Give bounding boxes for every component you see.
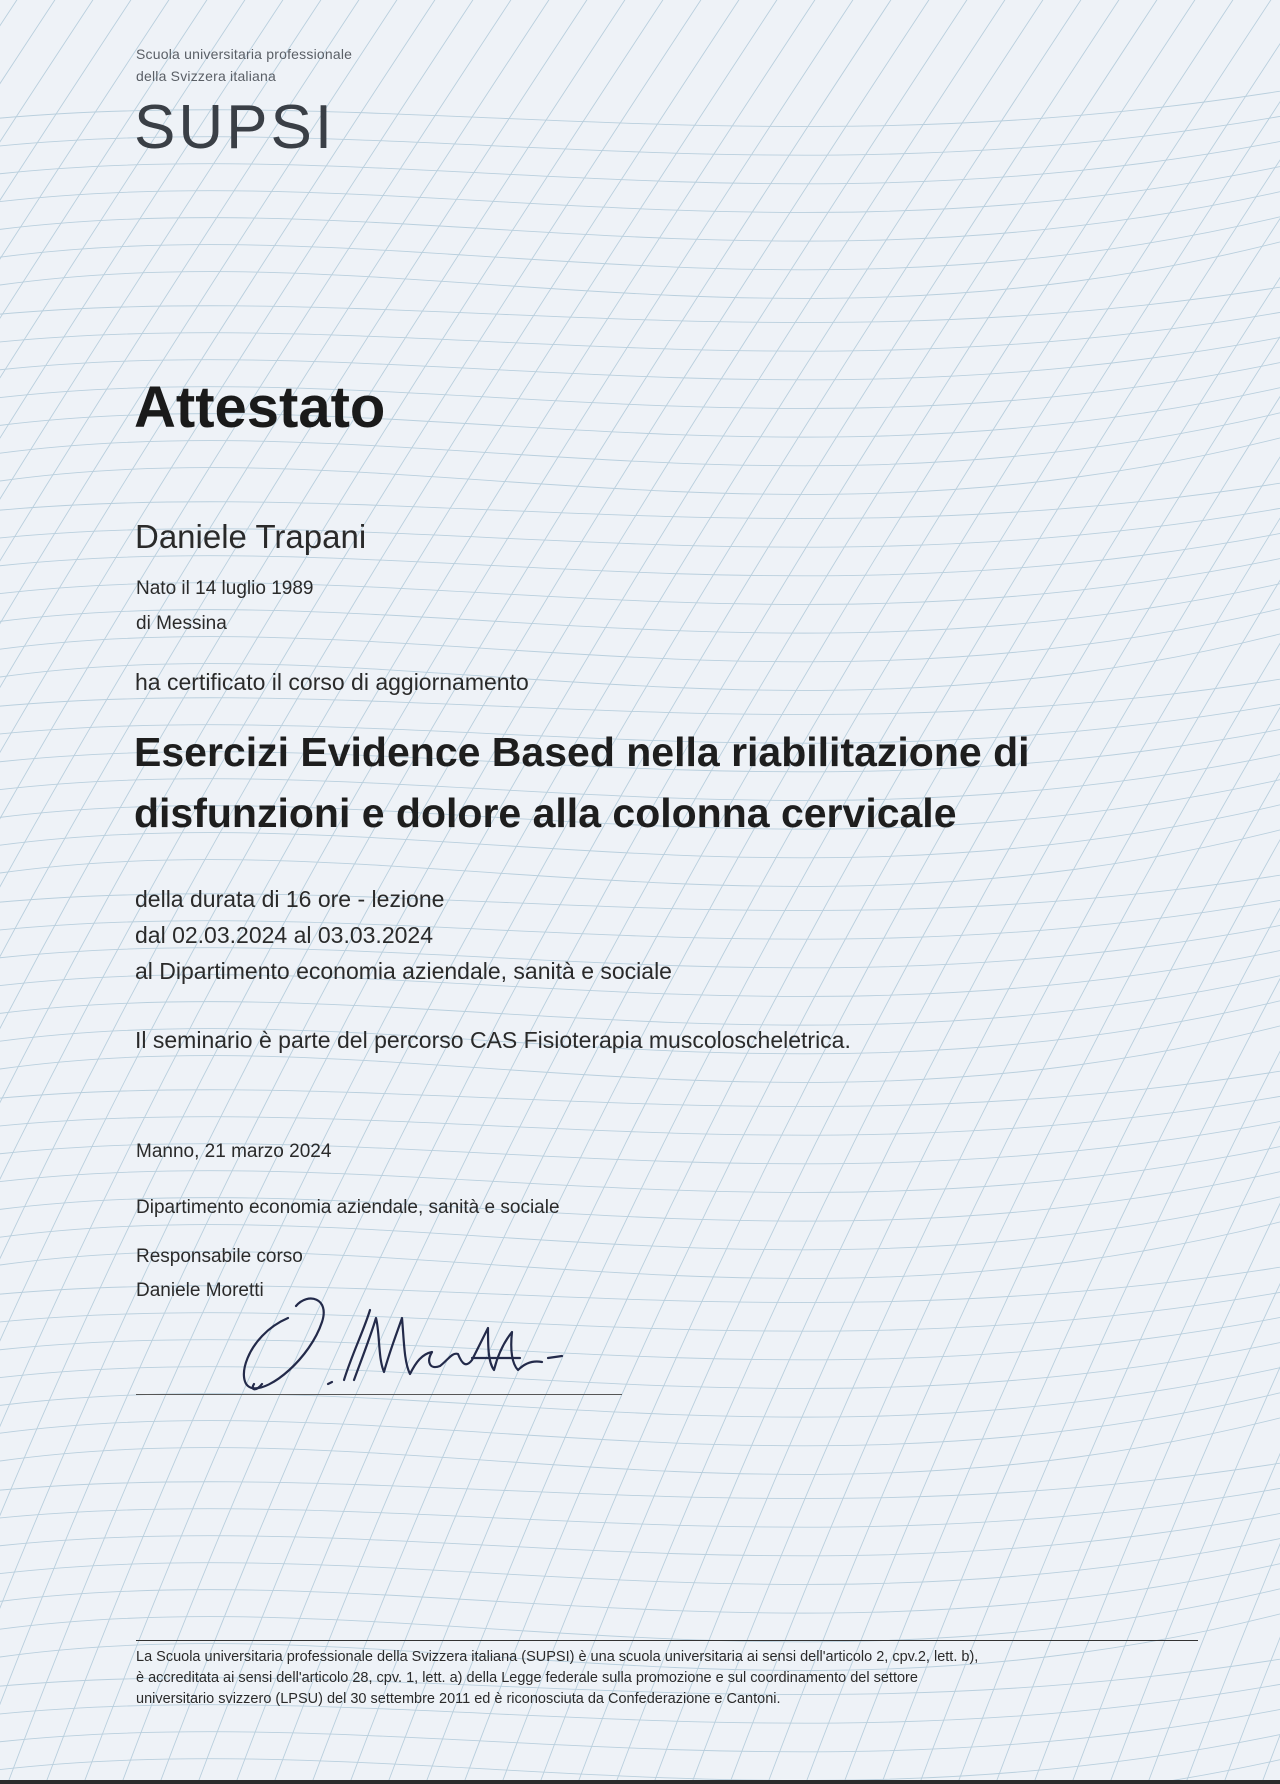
institution-name-line2: della Svizzera italiana [136,68,277,84]
supsi-logo: SUPSI [134,93,336,162]
signature-line [136,1394,622,1395]
course-dates: dal 02.03.2024 al 03.03.2024 [135,922,433,948]
institution-name-line1: Scuola universitaria professionale [136,46,353,62]
page-bottom-edge [0,1780,1280,1784]
footer-line3: universitario svizzero (LPSU) del 30 settembre 2011 ed è riconosciuta da Confederazione e Cantoni. [136,1691,781,1707]
recipient-name: Daniele Trapani [135,518,367,555]
course-duration: della durata di 16 ore - lezione [135,886,445,912]
footer-line2: è accreditata ai sensi dell'articolo 28, cpv. 1, lett. a) della Legge federale sulla promozione e sul coordinamento del settore [136,1670,918,1686]
course-department: al Dipartimento economia aziendale, sanità e sociale [135,958,672,984]
footer-legal-text [136,1647,978,1710]
footer-divider [136,1640,1198,1641]
handwritten-signature [226,1288,646,1398]
course-title [134,722,1194,844]
program-statement: Il seminario è parte del percorso CAS Fisioterapia muscoloscheletrica. [135,1027,851,1053]
signatory-role: Responsabile corso [136,1246,303,1267]
intro-line: ha certificato il corso di aggiornamento [135,669,529,695]
birth-date: Nato il 14 luglio 1989 [136,578,314,599]
signatory-name: Daniele Moretti [136,1280,264,1301]
footer-line1: La Scuola universitaria professionale della Svizzera italiana (SUPSI) è una scuola universitaria ai sensi dell'articolo 2, cpv.2, lett. b), [136,1649,979,1665]
signature-department: Dipartimento economia aziendale, sanità e sociale [136,1197,560,1218]
course-title-line2: disfunzioni e dolore alla colonna cervicale [134,790,957,836]
place-and-date: Manno, 21 marzo 2024 [136,1141,332,1162]
course-title-line1: Esercizi Evidence Based nella riabilitazione di [134,729,1030,775]
document-title: Attestato [134,375,386,440]
birth-place: di Messina [136,613,227,634]
